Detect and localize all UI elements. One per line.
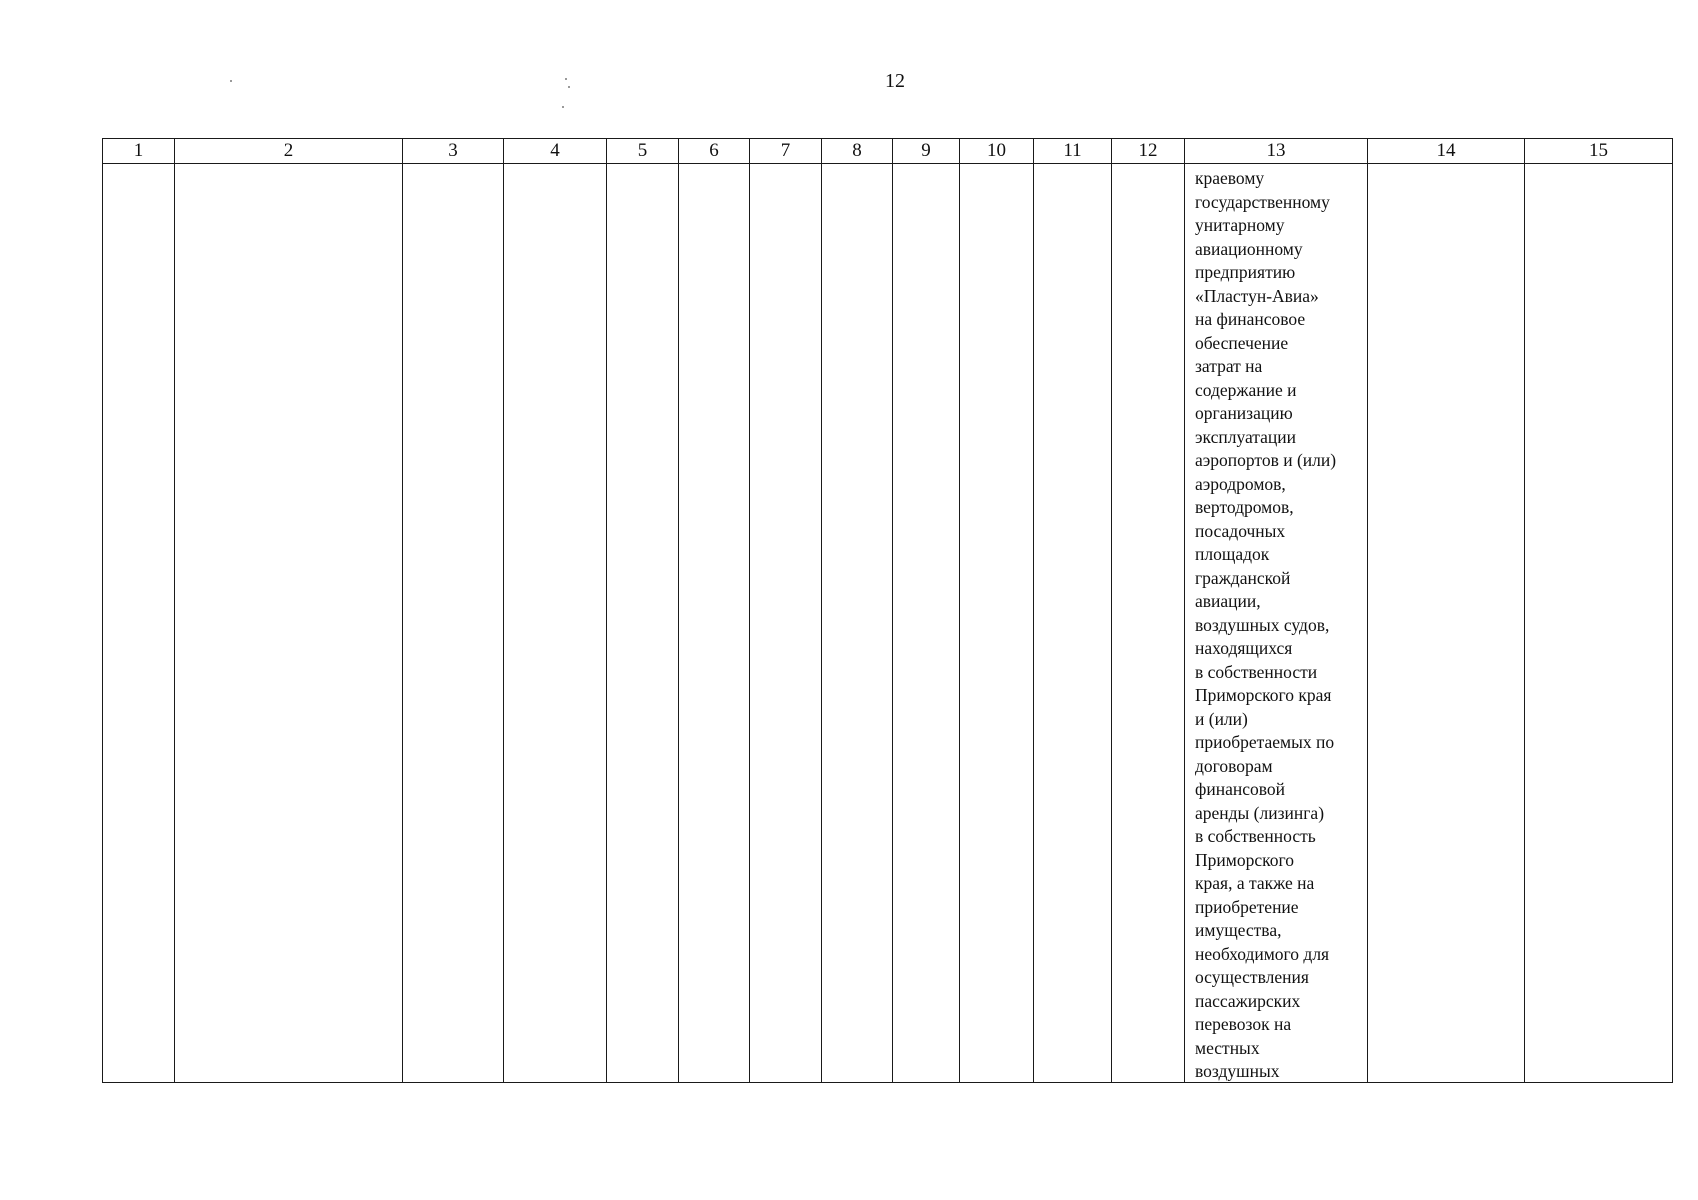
- text-line: унитарному: [1195, 215, 1285, 235]
- text-line: гражданской: [1195, 567, 1291, 588]
- column-header-5: 5: [607, 139, 679, 164]
- table-cell-1: [103, 164, 175, 1083]
- text-line: организацию: [1195, 403, 1293, 423]
- table-cell-5: [607, 164, 679, 1083]
- text-line: в собственности: [1195, 661, 1318, 682]
- text-line: вертодромов,: [1195, 497, 1294, 517]
- text-line: в собственность: [1195, 826, 1316, 846]
- text-line: воздушных судов,: [1195, 614, 1330, 635]
- text-line: финансовой: [1195, 779, 1285, 799]
- column-header-2: 2: [175, 139, 403, 164]
- text-line: предприятию: [1195, 262, 1296, 282]
- text-line: перевозок на: [1195, 1014, 1292, 1034]
- column-header-11: 11: [1034, 139, 1112, 164]
- page-number: 12: [885, 70, 905, 92]
- table-cell-4: [504, 164, 607, 1083]
- text-line: находящихся: [1195, 638, 1293, 658]
- text-line: затрат на: [1195, 356, 1263, 376]
- text-line: аэродромов,: [1195, 473, 1286, 494]
- text-line: эксплуатации: [1195, 426, 1297, 447]
- text-line: пассажирских: [1195, 990, 1301, 1011]
- scan-speck: [562, 106, 564, 108]
- table-cell-3: [403, 164, 504, 1083]
- table-row: [103, 164, 1673, 1083]
- text-line: осуществления: [1195, 967, 1309, 987]
- table-cell-10: [960, 164, 1034, 1083]
- column-header-1: 1: [103, 139, 175, 164]
- text-line: имущества,: [1195, 920, 1282, 940]
- data-table: [102, 138, 1673, 1083]
- text-line: «Пластун-Авиа»: [1195, 285, 1319, 306]
- column-header-7: 7: [750, 139, 822, 164]
- text-line: и (или): [1195, 708, 1248, 729]
- text-line: площадок: [1195, 544, 1270, 564]
- table-cell-2: [175, 164, 403, 1083]
- text-line: содержание и: [1195, 379, 1297, 400]
- text-line: аренды (лизинга): [1195, 802, 1325, 823]
- table-cell-12: [1112, 164, 1185, 1083]
- column-header-15: 15: [1525, 139, 1673, 164]
- scan-speck: [230, 80, 232, 82]
- column-header-14: 14: [1368, 139, 1525, 164]
- column-header-8: 8: [822, 139, 893, 164]
- scan-speck: [568, 86, 570, 88]
- table-cell-13: [1185, 164, 1368, 1083]
- text-line: авиационному: [1195, 238, 1303, 259]
- text-line: Приморского края: [1195, 685, 1332, 705]
- table-cell-7: [750, 164, 822, 1083]
- text-line: воздушных: [1195, 1061, 1280, 1081]
- column-header-13: 13: [1185, 139, 1368, 164]
- text-line: приобретение: [1195, 896, 1299, 917]
- column-header-12: 12: [1112, 139, 1185, 164]
- text-line: посадочных: [1195, 520, 1286, 541]
- text-line: Приморского: [1195, 849, 1294, 870]
- scan-speck: [565, 78, 567, 80]
- column-header-4: 4: [504, 139, 607, 164]
- text-line: необходимого для: [1195, 943, 1330, 964]
- text-line: государственному: [1195, 191, 1330, 212]
- table-cell-8: [822, 164, 893, 1083]
- header-row: [103, 139, 1673, 164]
- text-line: края, а также на: [1195, 873, 1315, 893]
- text-line: местных: [1195, 1037, 1260, 1058]
- table-cell-6: [679, 164, 750, 1083]
- table-cell-15: [1525, 164, 1673, 1083]
- text-line: на финансовое: [1195, 309, 1306, 329]
- column-header-3: 3: [403, 139, 504, 164]
- text-line: договорам: [1195, 755, 1273, 776]
- text-line: авиации,: [1195, 591, 1261, 611]
- table-cell-9: [893, 164, 960, 1083]
- table-cell-14: [1368, 164, 1525, 1083]
- column-header-9: 9: [893, 139, 960, 164]
- column-header-6: 6: [679, 139, 750, 164]
- text-line: краевому: [1195, 168, 1265, 188]
- column-header-10: 10: [960, 139, 1034, 164]
- table-cell-11: [1034, 164, 1112, 1083]
- column-13-text: [1185, 164, 1367, 1082]
- text-line: аэропортов и (или): [1195, 450, 1337, 470]
- text-line: обеспечение: [1195, 332, 1289, 353]
- text-line: приобретаемых по: [1195, 732, 1335, 752]
